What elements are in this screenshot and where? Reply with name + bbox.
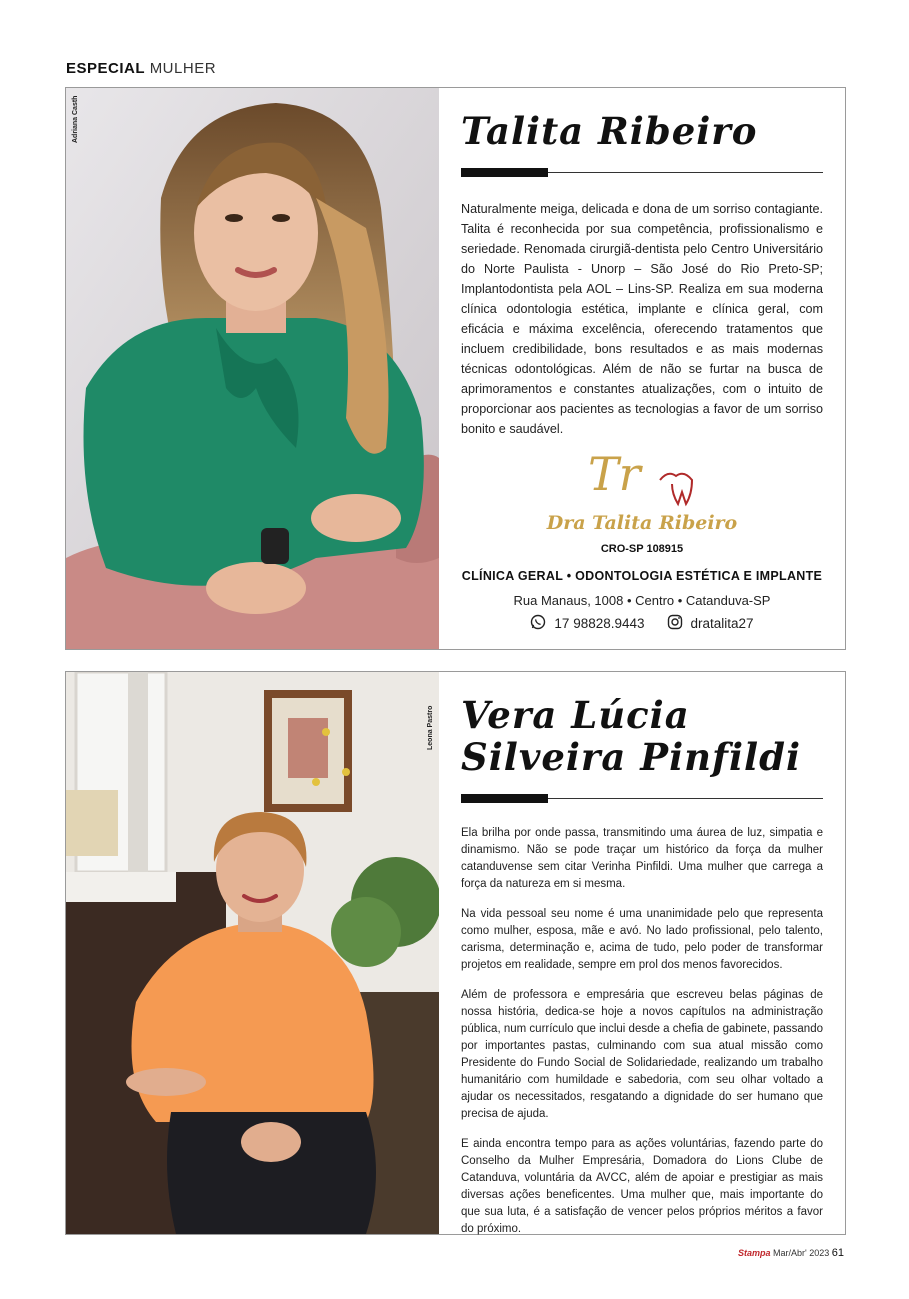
bio-paragraph: Além de professora e empresária que escreveu belas páginas de nossa história, dedica-se hoje a novos capítulos na administração pública, num currículo que inclui desde a chefia de gabinete, passando por importantes pastas, culminando com sua atual missão como Presidente do Fundo Social de Solidariedade, realizando um trabalho humanitário com humildade e sabedoria, com seu olhar voltado a ajudar os necessitados, resgatando a dignidade do ser humano que precisa de ajuda.: [461, 989, 823, 1120]
clinic-contacts: [461, 614, 823, 633]
profile-name-vera: [461, 694, 823, 778]
section-label-light: MULHER: [149, 60, 217, 77]
bio-paragraph: Ela brilha por onde passa, transmitindo uma áurea de luz, simpatia e dinamismo. Não se pode traçar um histórico da força da mulher catanduvense sem citar Verinha Pinfildi. Uma mulher que carrega a força da natureza em si mesma.: [461, 827, 823, 890]
photo-credit-vera: Leona Pastro: [427, 705, 434, 750]
text-column-vera: [461, 694, 823, 1251]
clinic-instagram[interactable]: dratalita27: [690, 616, 754, 631]
photo-vera: [66, 672, 439, 1234]
clinic-phone[interactable]: 17 98828.9443: [554, 616, 645, 631]
profile-bio-talita: Naturalmente meiga, delicada e dona de um sorriso contagiante. Talita é reconhecida por sua competência, profissionalismo e seriedade. Renomada cirurgiã-dentista pelo Centro Universitário do Norte Paulista - Unorp – São José do Rio Preto-SP; Implantodontista pela AOL – Lins-SP. Realiza em sua moderna clínica odontologia estética, implante e clínica geral, com eficácia e máxima excelência, oferecendo tratamentos que incluem credibilidade, bons resultados e as mais modernas técnicas odontológicas. Além de não se furtar na busca de aprimoramentos e constantes atualizações, com o intuito de proporcionar aos pacientes as tecnologias a favor de um sorriso bonito e saudável.: [461, 202, 823, 436]
section-label: [66, 60, 216, 77]
text-column-talita: [461, 110, 823, 439]
profile-card-vera: [65, 671, 846, 1235]
bio-paragraph: E ainda encontra tempo para as ações voluntárias, fazendo parte do Conselho da Mulher Empresária, Domadora do Lions Clube de Catanduva, voluntária da AVCC, além de apoiar e prestigiar as mais diversas ações beneficentes. Uma mulher que, mais importante do que sua luta, é a satisfação de vencer pelos próprios méritos a favor do próximo.: [461, 1138, 823, 1235]
logo-monogram: Tr: [588, 447, 641, 501]
whatsapp-icon: [530, 614, 546, 633]
profile-name-vera-surname: Silveira Pinfildi: [461, 735, 802, 779]
section-label-bold: ESPECIAL: [66, 60, 146, 77]
profile-name-vera-second: Lúcia: [557, 693, 690, 737]
bio-paragraph: Na vida pessoal seu nome é uma unanimidade pelo que representa como mulher, esposa, mãe e avó. No lado profissional, pelo talento, carisma, determinação e, acima de tudo, pelo poder de transformar projetos em realidade, sempre em prol dos menos favorecidos.: [461, 908, 823, 971]
page-footer: [738, 1247, 844, 1259]
clinic-info: [461, 444, 823, 633]
logo-name: Dra Talita Ribeiro: [546, 512, 738, 534]
photo-talita-illustration: [66, 88, 439, 649]
profile-name-talita: Talita Ribeiro: [461, 109, 758, 153]
clinic-address: Rua Manaus, 1008 • Centro • Catanduva-SP: [513, 593, 771, 608]
profile-bio-vera: [461, 825, 823, 1238]
title-rule: [461, 794, 823, 803]
profile-name-vera-first: Vera: [461, 693, 558, 737]
magazine-issue: Mar/Abr' 2023: [772, 1248, 830, 1258]
photo-talita: [66, 88, 439, 649]
cro-number: CRO-SP 108915: [600, 543, 684, 555]
photo-credit-talita: Adriana Casth: [72, 95, 79, 143]
magazine-brand: Stampa: [737, 1248, 771, 1258]
profile-card-talita: [65, 87, 846, 650]
clinic-logo: [542, 444, 742, 536]
clinic-specialties: CLÍNICA GERAL • ODONTOLOGIA ESTÉTICA E IMPLANTE: [461, 569, 823, 583]
photo-vera-illustration: [66, 672, 439, 1234]
page-number: 61: [831, 1247, 844, 1259]
title-rule: [461, 168, 823, 177]
instagram-icon: [667, 614, 683, 633]
